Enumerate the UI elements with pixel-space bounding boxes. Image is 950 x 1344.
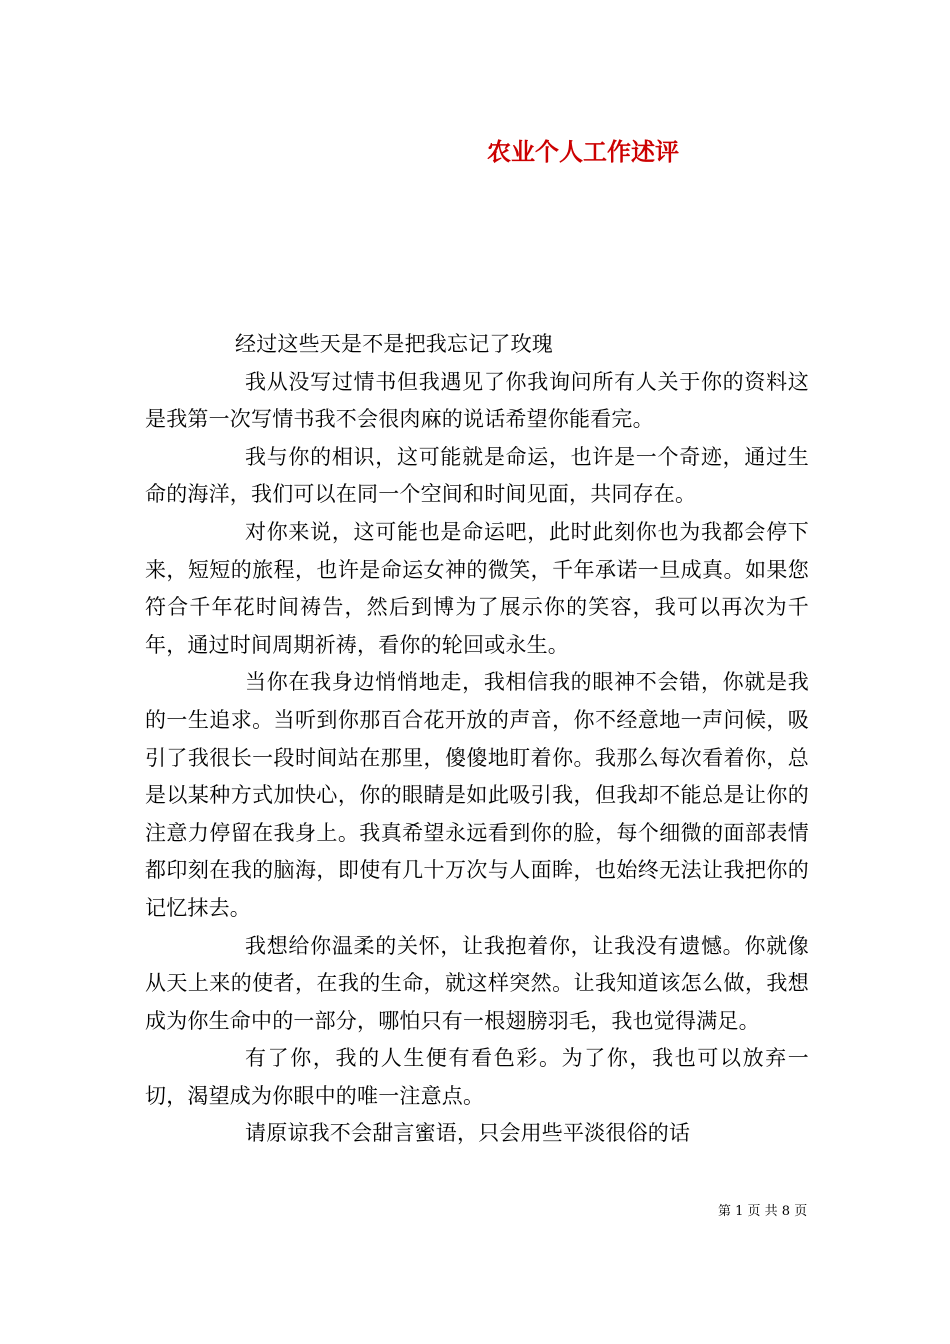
paragraph-2: 我从没写过情书但我遇见了你我询问所有人关于你的资料这是我第一次写情书我不会很肉麻的说话希望你能看完。 xyxy=(145,369,809,432)
paragraph-5: 当你在我身边悄悄地走，我相信我的眼神不会错，你就是我的一生追求。当听到你那百合花开放的声音，你不经意地一声问候，吸引了我很长一段时间站在那里，傻傻地盯着你。我那么每次看着你，总是以某种方式加快心，你的眼睛是如此吸引我，但我却不能总是让你的注意力停留在我身上。我真希望永远看到你的脸，每个细微的面部表情都印刻在我的脑海，即使有几十万次与人面眸，也始终无法让我把你的记忆抹去。 xyxy=(145,670,809,920)
paragraph-4: 对你来说，这可能也是命运吧，此时此刻你也为我都会停下来，短短的旅程，也许是命运女神的微笑，千年承诺一旦成真。如果您符合千年花时间祷告，然后到博为了展示你的笑容，我可以再次为千年，通过时间周期祈祷，看你的轮回或永生。 xyxy=(145,519,809,657)
document-body xyxy=(145,326,809,1153)
page-number-footer: 第 1 页 共 8 页 xyxy=(718,1204,808,1219)
paragraph-8: 请原谅我不会甜言蜜语，只会用些平淡很俗的话 xyxy=(245,1121,691,1146)
paragraph-7: 有了你，我的人生便有看色彩。为了你，我也可以放弃一切，渴望成为你眼中的唯一注意点。 xyxy=(145,1046,809,1108)
paragraph-1: 经过这些天是不是把我忘记了玫瑰 xyxy=(235,332,553,356)
paragraph-3: 我与你的相识，这可能就是命运，也许是一个奇迹，通过生命的海洋，我们可以在同一个空间和时间见面，共同存在。 xyxy=(145,444,809,507)
document-title: 农业个人工作述评 xyxy=(487,137,679,166)
paragraph-6: 我想给你温柔的关怀，让我抱着你，让我没有遗憾。你就像从天上来的使者，在我的生命，就这样突然。让我知道该怎么做，我想成为你生命中的一部分，哪怕只有一根翅膀羽毛，我也觉得满足。 xyxy=(145,933,809,1033)
